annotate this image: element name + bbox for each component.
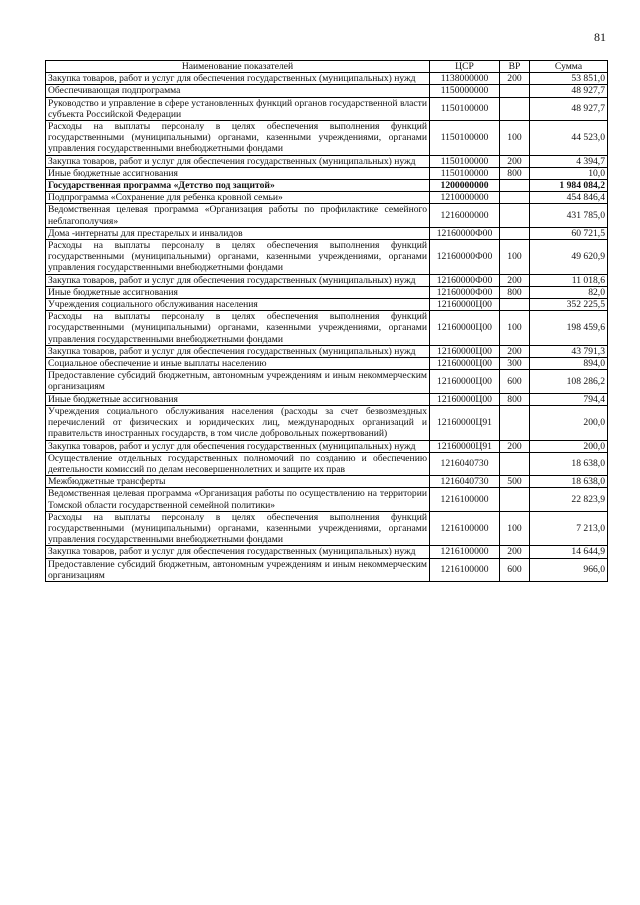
row-name-cell: Социальное обеспечение и иные выплаты населению bbox=[46, 358, 430, 370]
table-row bbox=[46, 167, 608, 179]
table-row bbox=[46, 286, 608, 298]
table-row bbox=[46, 558, 608, 581]
header-csr: ЦСР bbox=[430, 61, 500, 73]
row-csr-cell: 1138000000 bbox=[430, 73, 500, 85]
row-csr-cell: 1216100000 bbox=[430, 511, 500, 546]
row-sum-cell: 7 213,0 bbox=[530, 511, 608, 546]
row-csr-cell: 12160000Ц00 bbox=[430, 345, 500, 357]
row-sum-cell: 48 927,7 bbox=[530, 97, 608, 120]
row-vr-cell bbox=[500, 405, 530, 440]
table-row bbox=[46, 440, 608, 452]
row-csr-cell: 12160000Ф00 bbox=[430, 274, 500, 286]
row-sum-cell: 894,0 bbox=[530, 358, 608, 370]
row-csr-cell: 12160000Ф00 bbox=[430, 286, 500, 298]
row-name-cell: Государственная программа «Детство под защитой» bbox=[46, 180, 430, 192]
row-name-cell: Закупка товаров, работ и услуг для обеспечения государственных (муниципальных) нужд bbox=[46, 274, 430, 286]
row-csr-cell: 1200000000 bbox=[430, 180, 500, 192]
row-name-cell: Предоставление субсидий бюджетным, автономным учреждениям и иным некоммерческим организациям bbox=[46, 370, 430, 393]
table-row bbox=[46, 370, 608, 393]
row-vr-cell: 500 bbox=[500, 476, 530, 488]
row-vr-cell bbox=[500, 488, 530, 511]
row-vr-cell: 100 bbox=[500, 240, 530, 275]
row-sum-cell: 22 823,9 bbox=[530, 488, 608, 511]
row-sum-cell: 352 225,5 bbox=[530, 299, 608, 311]
row-vr-cell: 200 bbox=[500, 274, 530, 286]
row-name-cell: Предоставление субсидий бюджетным, автономным учреждениям и иным некоммерческим организациям bbox=[46, 558, 430, 581]
row-name-cell: Учреждения социального обслуживания населения bbox=[46, 299, 430, 311]
row-sum-cell: 18 638,0 bbox=[530, 476, 608, 488]
row-name-cell: Осуществление отдельных государственных полномочий по созданию и обеспечению деятельности комиссий по делам несовершеннолетних и защите их прав bbox=[46, 452, 430, 475]
row-name-cell: Межбюджетные трансферты bbox=[46, 476, 430, 488]
row-name-cell: Иные бюджетные ассигнования bbox=[46, 286, 430, 298]
table-header-row bbox=[46, 61, 608, 73]
row-csr-cell: 1216100000 bbox=[430, 558, 500, 581]
row-vr-cell: 200 bbox=[500, 345, 530, 357]
row-csr-cell: 12160000Ц91 bbox=[430, 405, 500, 440]
table-row bbox=[46, 358, 608, 370]
table-row bbox=[46, 204, 608, 227]
row-csr-cell: 12160000Ц91 bbox=[430, 440, 500, 452]
row-name-cell: Закупка товаров, работ и услуг для обеспечения государственных (муниципальных) нужд bbox=[46, 345, 430, 357]
header-vr: ВР bbox=[500, 61, 530, 73]
row-csr-cell: 1210000000 bbox=[430, 192, 500, 204]
row-vr-cell: 100 bbox=[500, 511, 530, 546]
row-sum-cell: 4 394,7 bbox=[530, 155, 608, 167]
row-sum-cell: 198 459,6 bbox=[530, 311, 608, 346]
table-row bbox=[46, 488, 608, 511]
header-sum: Сумма bbox=[530, 61, 608, 73]
row-sum-cell: 49 620,9 bbox=[530, 240, 608, 275]
row-vr-cell bbox=[500, 227, 530, 239]
row-sum-cell: 60 721,5 bbox=[530, 227, 608, 239]
row-csr-cell: 12160000Ц00 bbox=[430, 358, 500, 370]
row-vr-cell bbox=[500, 192, 530, 204]
row-name-cell: Закупка товаров, работ и услуг для обеспечения государственных (муниципальных) нужд bbox=[46, 440, 430, 452]
row-vr-cell bbox=[500, 452, 530, 475]
row-csr-cell: 12160000Ц00 bbox=[430, 299, 500, 311]
row-sum-cell: 454 846,4 bbox=[530, 192, 608, 204]
table-row bbox=[46, 97, 608, 120]
row-vr-cell: 800 bbox=[500, 167, 530, 179]
budget-table bbox=[45, 60, 608, 582]
row-name-cell: Расходы на выплаты персоналу в целях обеспечения выполнения функций государственными (муниципальными) органами, казенными учреждениями, органами управления государственными внебюджетными фондами bbox=[46, 311, 430, 346]
row-csr-cell: 1150100000 bbox=[430, 121, 500, 156]
table-row bbox=[46, 405, 608, 440]
row-csr-cell: 12160000Ф00 bbox=[430, 240, 500, 275]
row-name-cell: Закупка товаров, работ и услуг для обеспечения государственных (муниципальных) нужд bbox=[46, 546, 430, 558]
table-row bbox=[46, 311, 608, 346]
row-sum-cell: 10,0 bbox=[530, 167, 608, 179]
row-name-cell: Иные бюджетные ассигнования bbox=[46, 167, 430, 179]
row-name-cell: Расходы на выплаты персоналу в целях обеспечения выполнения функций государственными (муниципальными) органами, казенными учреждениями, органами управления государственными внебюджетными фондами bbox=[46, 240, 430, 275]
row-name-cell: Закупка товаров, работ и услуг для обеспечения государственных (муниципальных) нужд bbox=[46, 73, 430, 85]
row-name-cell: Дома -интернаты для престарелых и инвалидов bbox=[46, 227, 430, 239]
row-csr-cell: 12160000Ц00 bbox=[430, 393, 500, 405]
table-row bbox=[46, 476, 608, 488]
row-name-cell: Ведомственная целевая программа «Организация работы по осуществлению на территории Томской области государственной семейной политики» bbox=[46, 488, 430, 511]
row-sum-cell: 966,0 bbox=[530, 558, 608, 581]
row-name-cell: Закупка товаров, работ и услуг для обеспечения государственных (муниципальных) нужд bbox=[46, 155, 430, 167]
row-vr-cell bbox=[500, 180, 530, 192]
row-sum-cell: 53 851,0 bbox=[530, 73, 608, 85]
row-vr-cell bbox=[500, 85, 530, 97]
row-sum-cell: 108 286,2 bbox=[530, 370, 608, 393]
row-csr-cell: 1216040730 bbox=[430, 452, 500, 475]
row-name-cell: Ведомственная целевая программа «Организация работы по профилактике семейного неблагополучия» bbox=[46, 204, 430, 227]
row-vr-cell: 200 bbox=[500, 155, 530, 167]
row-csr-cell: 1150100000 bbox=[430, 167, 500, 179]
row-sum-cell: 200,0 bbox=[530, 440, 608, 452]
row-sum-cell: 82,0 bbox=[530, 286, 608, 298]
row-name-cell: Руководство и управление в сфере установленных функций органов государственной власти субъекта Российской Федерации bbox=[46, 97, 430, 120]
row-vr-cell: 200 bbox=[500, 73, 530, 85]
row-sum-cell: 44 523,0 bbox=[530, 121, 608, 156]
row-name-cell: Расходы на выплаты персоналу в целях обеспечения выполнения функций государственными (муниципальными) органами, казенными учреждениями, органами управления государственными внебюджетными фондами bbox=[46, 121, 430, 156]
row-vr-cell bbox=[500, 299, 530, 311]
row-vr-cell: 800 bbox=[500, 286, 530, 298]
row-sum-cell: 11 018,6 bbox=[530, 274, 608, 286]
table-row bbox=[46, 393, 608, 405]
row-vr-cell: 200 bbox=[500, 440, 530, 452]
row-sum-cell: 48 927,7 bbox=[530, 85, 608, 97]
row-name-cell: Учреждения социального обслуживания населения (расходы за счет безвозмездных перечислений от физических и юридических лиц, международных организаций и правительств иностранных государств, в том числе добровольных пожертвований) bbox=[46, 405, 430, 440]
row-sum-cell: 18 638,0 bbox=[530, 452, 608, 475]
table-row bbox=[46, 227, 608, 239]
row-vr-cell bbox=[500, 97, 530, 120]
row-sum-cell: 1 984 084,2 bbox=[530, 180, 608, 192]
row-csr-cell: 1216040730 bbox=[430, 476, 500, 488]
row-csr-cell: 1216000000 bbox=[430, 204, 500, 227]
table-row bbox=[46, 274, 608, 286]
table-row bbox=[46, 345, 608, 357]
row-sum-cell: 43 791,3 bbox=[530, 345, 608, 357]
table-row bbox=[46, 73, 608, 85]
row-name-cell: Подпрограмма «Сохранение для ребенка кровной семьи» bbox=[46, 192, 430, 204]
row-name-cell: Обеспечивающая подпрограмма bbox=[46, 85, 430, 97]
row-vr-cell: 600 bbox=[500, 558, 530, 581]
row-name-cell: Иные бюджетные ассигнования bbox=[46, 393, 430, 405]
row-csr-cell: 12160000Ф00 bbox=[430, 227, 500, 239]
table-row bbox=[46, 240, 608, 275]
row-vr-cell: 100 bbox=[500, 311, 530, 346]
row-vr-cell: 600 bbox=[500, 370, 530, 393]
row-vr-cell: 800 bbox=[500, 393, 530, 405]
row-csr-cell: 1216100000 bbox=[430, 546, 500, 558]
row-csr-cell: 12160000Ц00 bbox=[430, 311, 500, 346]
row-vr-cell: 300 bbox=[500, 358, 530, 370]
row-sum-cell: 200,0 bbox=[530, 405, 608, 440]
row-vr-cell bbox=[500, 204, 530, 227]
page-number: 81 bbox=[594, 30, 606, 44]
row-sum-cell: 14 644,9 bbox=[530, 546, 608, 558]
row-vr-cell: 200 bbox=[500, 546, 530, 558]
row-sum-cell: 431 785,0 bbox=[530, 204, 608, 227]
row-sum-cell: 794,4 bbox=[530, 393, 608, 405]
row-csr-cell: 1150000000 bbox=[430, 85, 500, 97]
table-body bbox=[46, 73, 608, 582]
row-csr-cell: 12160000Ц00 bbox=[430, 370, 500, 393]
table-row bbox=[46, 299, 608, 311]
header-name: Наименование показателей bbox=[46, 61, 430, 73]
row-csr-cell: 1216100000 bbox=[430, 488, 500, 511]
table-row bbox=[46, 121, 608, 156]
row-name-cell: Расходы на выплаты персоналу в целях обеспечения выполнения функций государственными (муниципальными) органами, казенными учреждениями, органами управления государственными внебюджетными фондами bbox=[46, 511, 430, 546]
row-csr-cell: 1150100000 bbox=[430, 97, 500, 120]
row-vr-cell: 100 bbox=[500, 121, 530, 156]
table-row bbox=[46, 546, 608, 558]
table-row bbox=[46, 180, 608, 192]
table-row bbox=[46, 192, 608, 204]
table-row bbox=[46, 85, 608, 97]
table-row bbox=[46, 511, 608, 546]
table-row bbox=[46, 155, 608, 167]
row-csr-cell: 1150100000 bbox=[430, 155, 500, 167]
table-row bbox=[46, 452, 608, 475]
